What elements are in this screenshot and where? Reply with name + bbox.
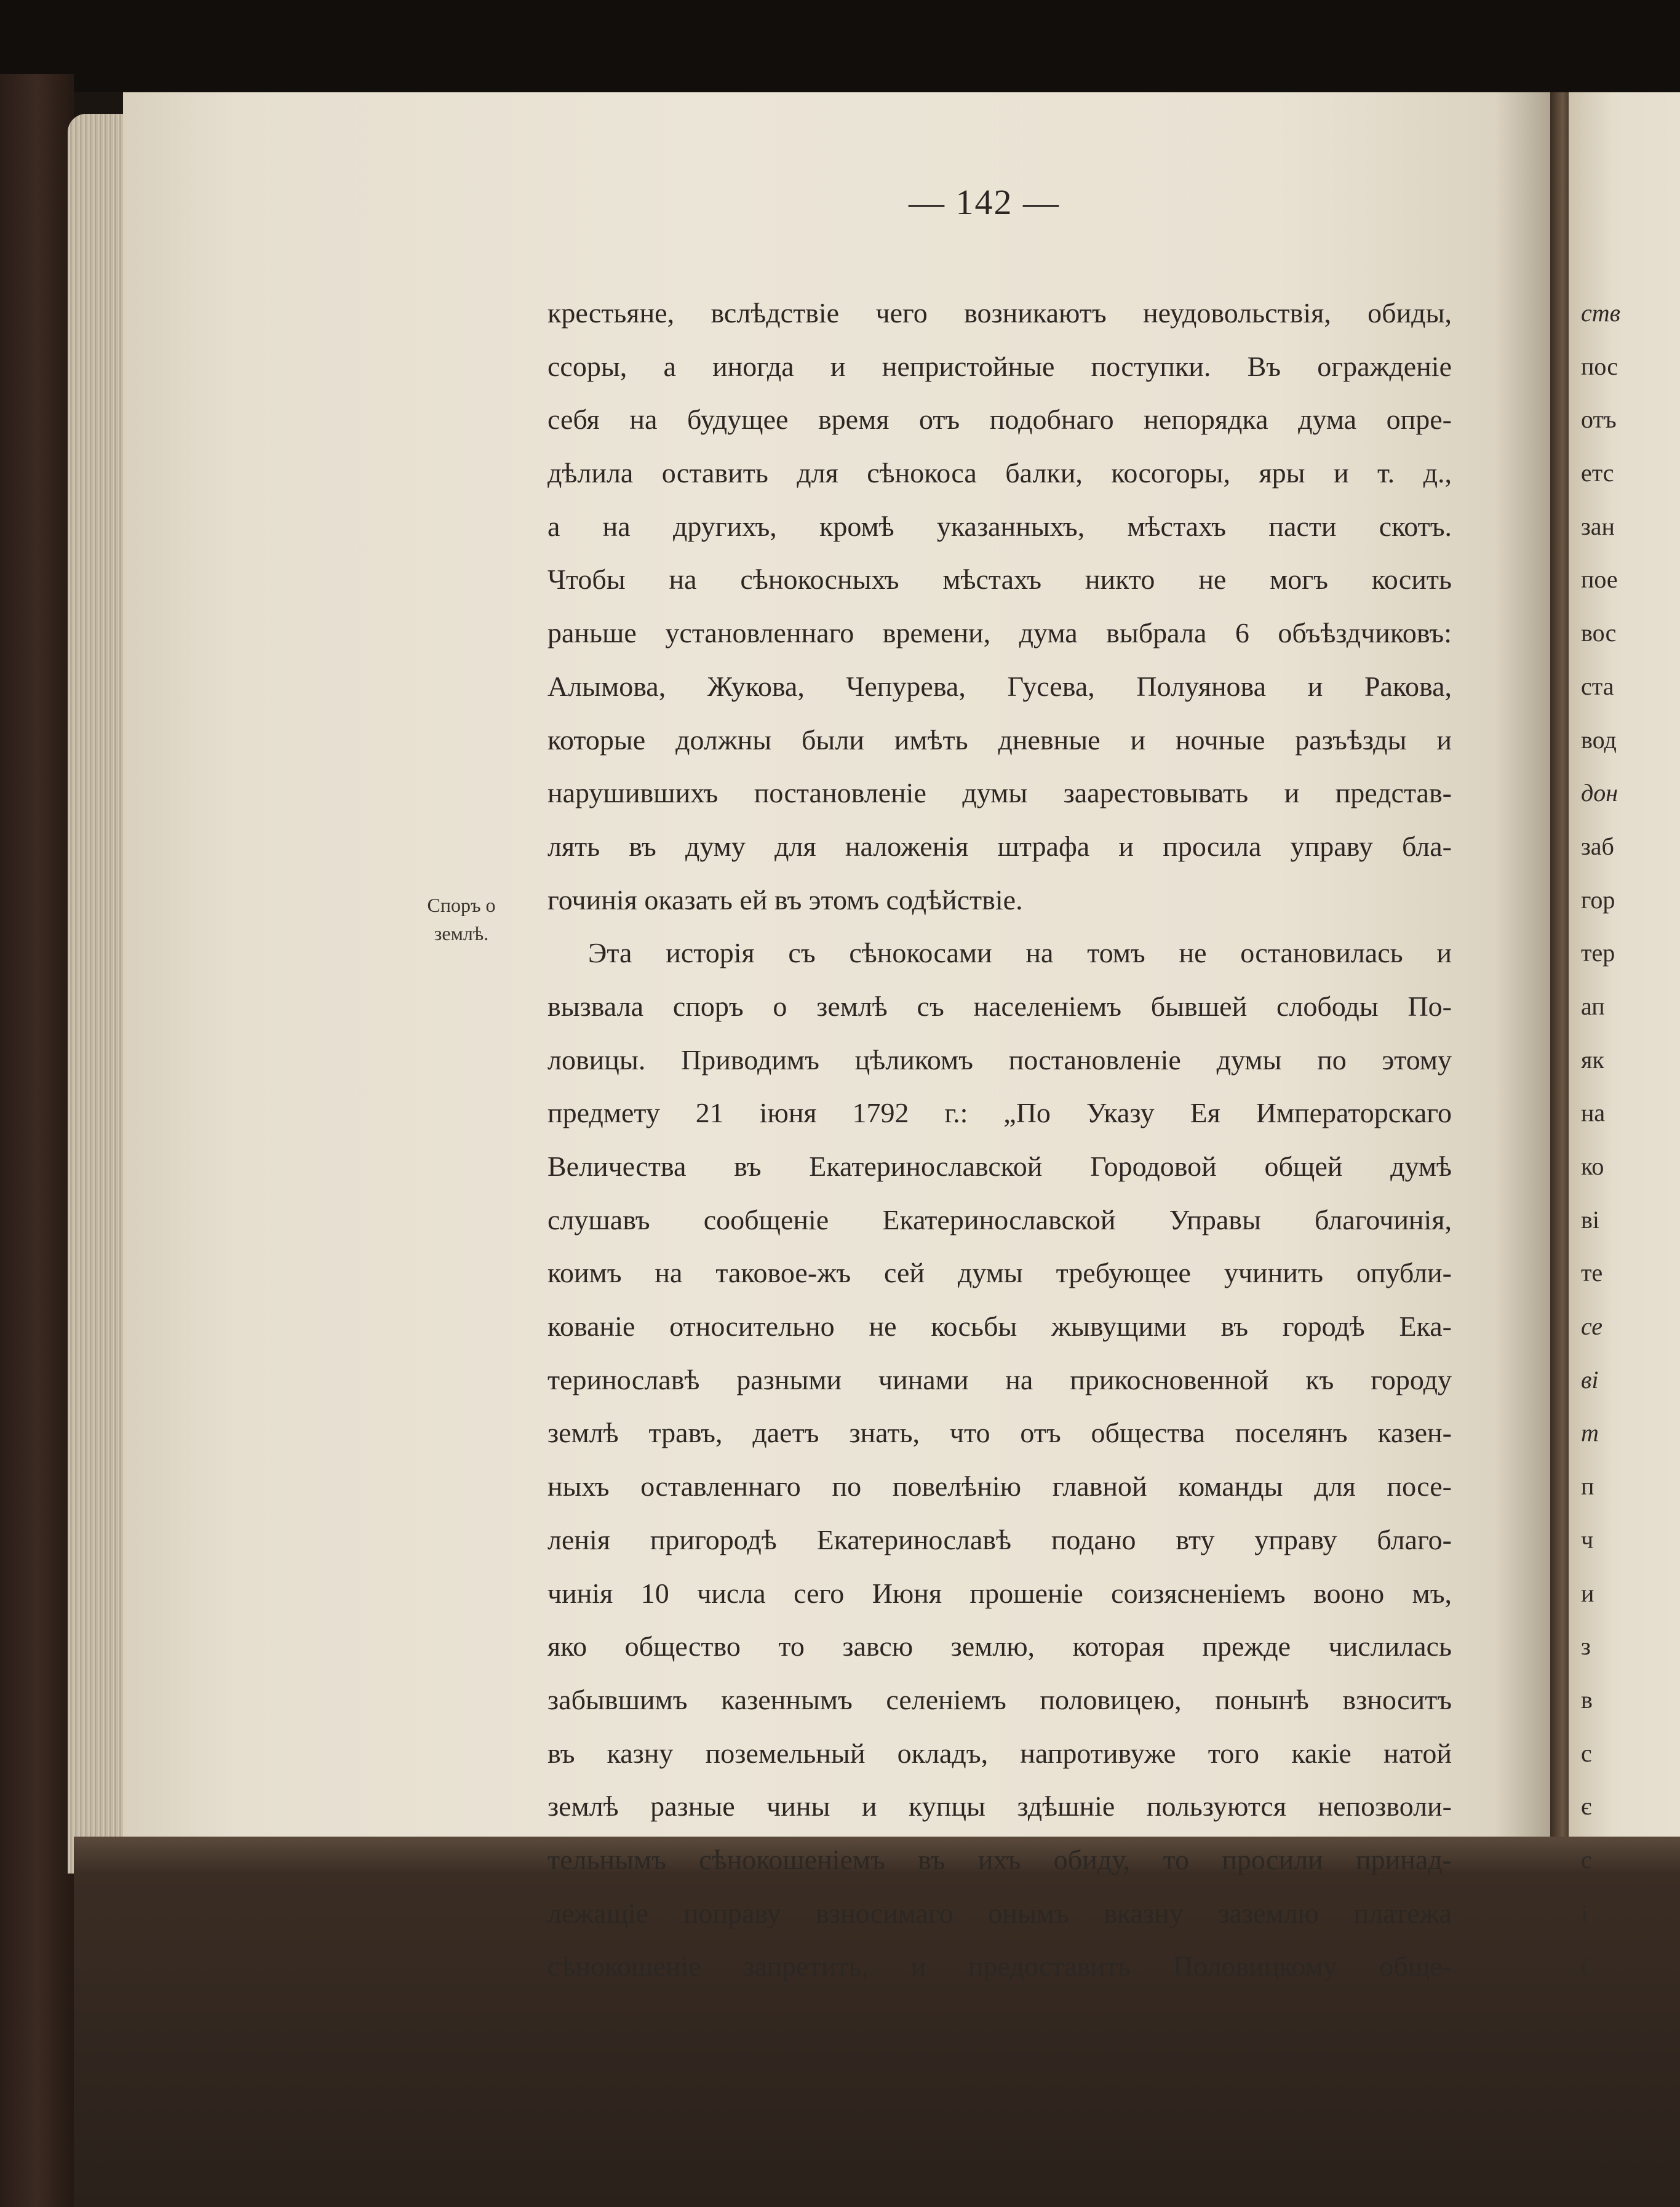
right-page-fragment: ві (1581, 1205, 1599, 1234)
text-line: ныхъ оставленнаго по повелѣнію главной команды для посе- (547, 1471, 1452, 1503)
text-line: которые должны были имѣть дневные и ночные разъѣзды и (547, 724, 1452, 756)
body-text (547, 287, 1452, 1993)
right-page-fragment: на (1581, 1099, 1606, 1127)
right-page-fragment: ві (1581, 1365, 1599, 1394)
page-number: — 142 — (909, 182, 1060, 222)
text-line: Чтобы на сѣнокосныхъ мѣстахъ никто не могъ косить (547, 564, 1452, 596)
right-page-fragment: тер (1581, 939, 1615, 967)
text-line: предмету 21 іюня 1792 г.: „По Указу Ея Императорскаго (547, 1097, 1452, 1129)
right-page-fragment: пое (1581, 565, 1618, 594)
book-cover-edge (0, 74, 74, 2207)
right-page-fragment: зан (1581, 512, 1615, 540)
dark-background (0, 0, 1680, 92)
text-line: въ казну поземельный окладъ, напротивуже того какіе натой (547, 1737, 1452, 1769)
right-page-fragment: се (1581, 1312, 1602, 1341)
margin-note-line: землѣ. (434, 922, 489, 944)
text-line: яко общество то завсю землю, которая прежде числилась (547, 1630, 1452, 1662)
text-line: а на другихъ, кромѣ указанныхъ, мѣстахъ пасти скотъ. (547, 510, 1452, 542)
text-line: чинія 10 числа сего Июня прошеніе соизясненіемъ вооно мъ, (547, 1577, 1452, 1609)
text-line: Алымова, Жукова, Чепурева, Гусева, Полуянова и Ракова, (547, 670, 1452, 702)
margin-note-line: Споръ о (427, 894, 496, 916)
text-line: себя на будущее время отъ подобнаго непорядка дума опре- (547, 404, 1452, 436)
right-page-fragment: є (1581, 1792, 1592, 1821)
right-page-fragment: гор (1581, 885, 1615, 914)
right-page-fragment: те (1581, 1259, 1603, 1287)
text-line: коимъ на таковое-жъ сей думы требующее учинить опубли- (547, 1257, 1452, 1289)
text-line: забывшимъ казеннымъ селеніемъ половицею, понынѣ взноситъ (547, 1683, 1452, 1715)
right-page-fragment: вос (1581, 619, 1617, 647)
right-page-fragment: с (1581, 1845, 1592, 1874)
text-line: сѣнокошеніе запретить, и предоставить Половицкому обще- (547, 1950, 1452, 1982)
right-page-fragment: ств (1581, 299, 1621, 327)
text-line: лежащіе поправу взносимаго онымъ вказну заземлю платежа (547, 1897, 1452, 1929)
right-page-fragment: вод (1581, 725, 1617, 754)
text-line: дѣлила оставить для сѣнокоса балки, косогоры, яры и т. д., (547, 457, 1452, 489)
text-line: ссоры, а иногда и непристойные поступки. Въ огражденіе (547, 350, 1452, 382)
right-page-fragment: п (1581, 1472, 1594, 1501)
text-line: землѣ травъ, даетъ знать, что отъ общества поселянъ казен- (547, 1417, 1452, 1449)
text-line: Величества въ Екатеринославской Городовой общей думѣ (547, 1151, 1452, 1182)
right-page-fragment: ап (1581, 992, 1605, 1020)
text-line: раньше установленнаго времени, дума выбрала 6 объѣздчиковъ: (547, 617, 1452, 649)
right-page-fragment: в (1581, 1685, 1593, 1714)
right-page-fragment: отъ (1581, 405, 1617, 434)
right-page-fragment: етс (1581, 459, 1614, 487)
text-line: вызвала споръ о землѣ съ населеніемъ бывшей слободы По- (547, 990, 1452, 1022)
right-page-fragment: пос (1581, 352, 1618, 380)
right-page-fragment: дон (1581, 779, 1618, 807)
right-page-fragment: як (1581, 1045, 1604, 1074)
right-page-fragment: ко (1581, 1152, 1604, 1180)
margin-note (400, 891, 523, 948)
text-line: гочинія оказать ей въ этомъ содѣйствіе. (547, 884, 1023, 916)
text-line: Эта исторія съ сѣнокосами на томъ не остановилась и (588, 937, 1452, 969)
right-page-fragment: ( (1581, 1952, 1590, 1981)
text-line: крестьяне, вслѣдствіе чего возникаютъ неудовольствія, обиды, (547, 297, 1452, 329)
text-line: тельнымъ сѣнокошеніемъ въ ихъ обиду, то просили принад- (547, 1843, 1452, 1875)
right-page-fragment: з (1581, 1632, 1591, 1661)
right-page-fragment: ч (1581, 1525, 1594, 1554)
right-page-fragment: с (1581, 1739, 1592, 1767)
text-line: лять въ думу для наложенія штрафа и просила управу бла- (547, 830, 1452, 862)
text-line: ленія пригородѣ Екатеринославѣ подано вту управу благо- (547, 1523, 1452, 1555)
right-page-text (1581, 287, 1679, 1993)
right-page-fragment: заб (1581, 832, 1614, 860)
right-page-fragment: т (1581, 1419, 1599, 1447)
right-page-fragment: и (1581, 1579, 1594, 1607)
text-line: кованіе относительно не косьбы жывущими въ городѣ Ека- (547, 1311, 1452, 1343)
text-line: слушавъ сообщеніе Екатеринославской Управы благочинія, (547, 1203, 1452, 1235)
right-page-fragment: ста (1581, 672, 1614, 700)
text-line: землѣ разные чины и купцы здѣшніе пользуются непозволи- (547, 1790, 1452, 1822)
text-line: ловицы. Приводимъ цѣликомъ постановленіе думы по этому (547, 1044, 1452, 1076)
text-line: теринославѣ разными чинами на прикосновенной къ городу (547, 1363, 1452, 1395)
right-page-fragment: і (1581, 1899, 1588, 1927)
text-line: нарушившихъ постановленіе думы заарестовывать и представ- (547, 777, 1452, 809)
